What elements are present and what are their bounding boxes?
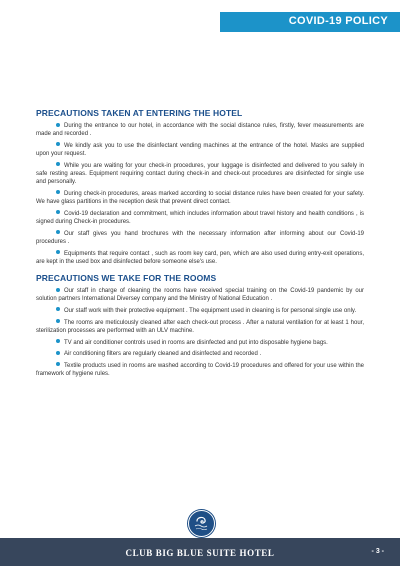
document-body bbox=[36, 108, 364, 382]
list-item bbox=[36, 250, 364, 266]
section-heading: PRECAUTIONS TAKEN AT ENTERING THE HOTEL bbox=[36, 108, 243, 118]
list-item-text: During check-in procedures, areas marked according to social distance rules have been created for your safety. We have glass partitions in the reception desk that prevent direct contact. bbox=[36, 190, 364, 206]
list-item-text: Textile products used in rooms are washed according to Covid-19 procedures and offered for your use within the framework of hygiene rules. bbox=[36, 362, 364, 378]
list-item-text: TV and air conditioner controls used in rooms are disinfected and put into disposable hygiene bags. bbox=[64, 339, 328, 346]
list-item-text: Equipments that require contact , such as room key card, pen, which are also used during entry-exit operations, are kept in the used box and disinfected before someone else's use. bbox=[36, 250, 364, 265]
bullet-icon bbox=[56, 307, 60, 311]
bullet-icon bbox=[56, 162, 60, 166]
list-item-text: Our staff gives you hand brochures with the necessary information after informing about our Covid-19 procedures . bbox=[36, 230, 364, 245]
header-banner bbox=[220, 12, 400, 32]
wave-logo-graphic bbox=[189, 511, 214, 536]
wave-logo-icon bbox=[188, 510, 215, 537]
page-title: COVID-19 POLICY bbox=[288, 15, 388, 27]
list-item bbox=[36, 319, 364, 335]
list-item-text: Our staff in charge of cleaning the rooms have received special training on the Covid-19 pandemic by our solution partners International Diversey company and the Ministry of National Education . bbox=[36, 288, 364, 303]
bullet-icon bbox=[56, 339, 60, 343]
list-item bbox=[36, 307, 364, 315]
section-heading: PRECAUTIONS WE TAKE FOR THE ROOMS bbox=[36, 273, 217, 284]
bullet-icon bbox=[56, 142, 60, 146]
bullet-icon bbox=[56, 351, 60, 355]
page-number: - 3 - bbox=[371, 548, 384, 555]
list-item-text: During the entrance to our hotel, in accordance with the social distance rules, firstly, fever measurements are made and recorded . bbox=[36, 123, 364, 138]
list-item-text: While you are waiting for your check-in procedures, your luggage is disinfected and delivered to you safely in safe resting areas. Equipment requiring contact during check-in and check-out procedures are disinfected for single use and personally. bbox=[36, 162, 364, 186]
list-item bbox=[36, 162, 364, 187]
section-entering-hotel bbox=[36, 108, 364, 266]
bullet-icon bbox=[56, 362, 60, 366]
list-item-text: The rooms are meticulously cleaned after each check-out process . After a natural ventilation for at least 1 hour, sterilization processes are performed with an ULV machine. bbox=[36, 319, 364, 334]
bullet-icon bbox=[56, 288, 60, 292]
list-item-text: Air conditioning filters are regularly cleaned and disinfected and recorded . bbox=[64, 351, 262, 358]
bullet-icon bbox=[56, 250, 60, 254]
list-item-text: We kindly ask you to use the disinfectant vending machines at the entrance of the hotel. Masks are supplied upon your request. bbox=[36, 142, 364, 158]
hotel-name: CLUB BIG BLUE SUITE HOTEL bbox=[125, 548, 275, 558]
section-rooms bbox=[36, 273, 364, 378]
list-item-text: Our staff work with their protective equipment . The equipment used in cleaning is for personal single use only. bbox=[64, 307, 357, 314]
list-item bbox=[36, 339, 364, 347]
list-item bbox=[36, 210, 364, 226]
list-item bbox=[36, 287, 364, 303]
bullet-icon bbox=[56, 210, 60, 214]
list-item-text: Covid-19 declaration and commitment, which includes information about travel history and health conditions , is signed during Check-in procedures. bbox=[36, 210, 364, 226]
list-item bbox=[36, 350, 364, 358]
bullet-icon bbox=[56, 319, 60, 323]
bullet-icon bbox=[56, 230, 60, 234]
bullet-icon bbox=[56, 190, 60, 194]
bullet-icon bbox=[56, 123, 60, 127]
list-item bbox=[36, 190, 364, 206]
list-item bbox=[36, 362, 364, 378]
list-item bbox=[36, 122, 364, 138]
list-item bbox=[36, 230, 364, 246]
footer-bar bbox=[0, 538, 400, 566]
list-item bbox=[36, 142, 364, 158]
